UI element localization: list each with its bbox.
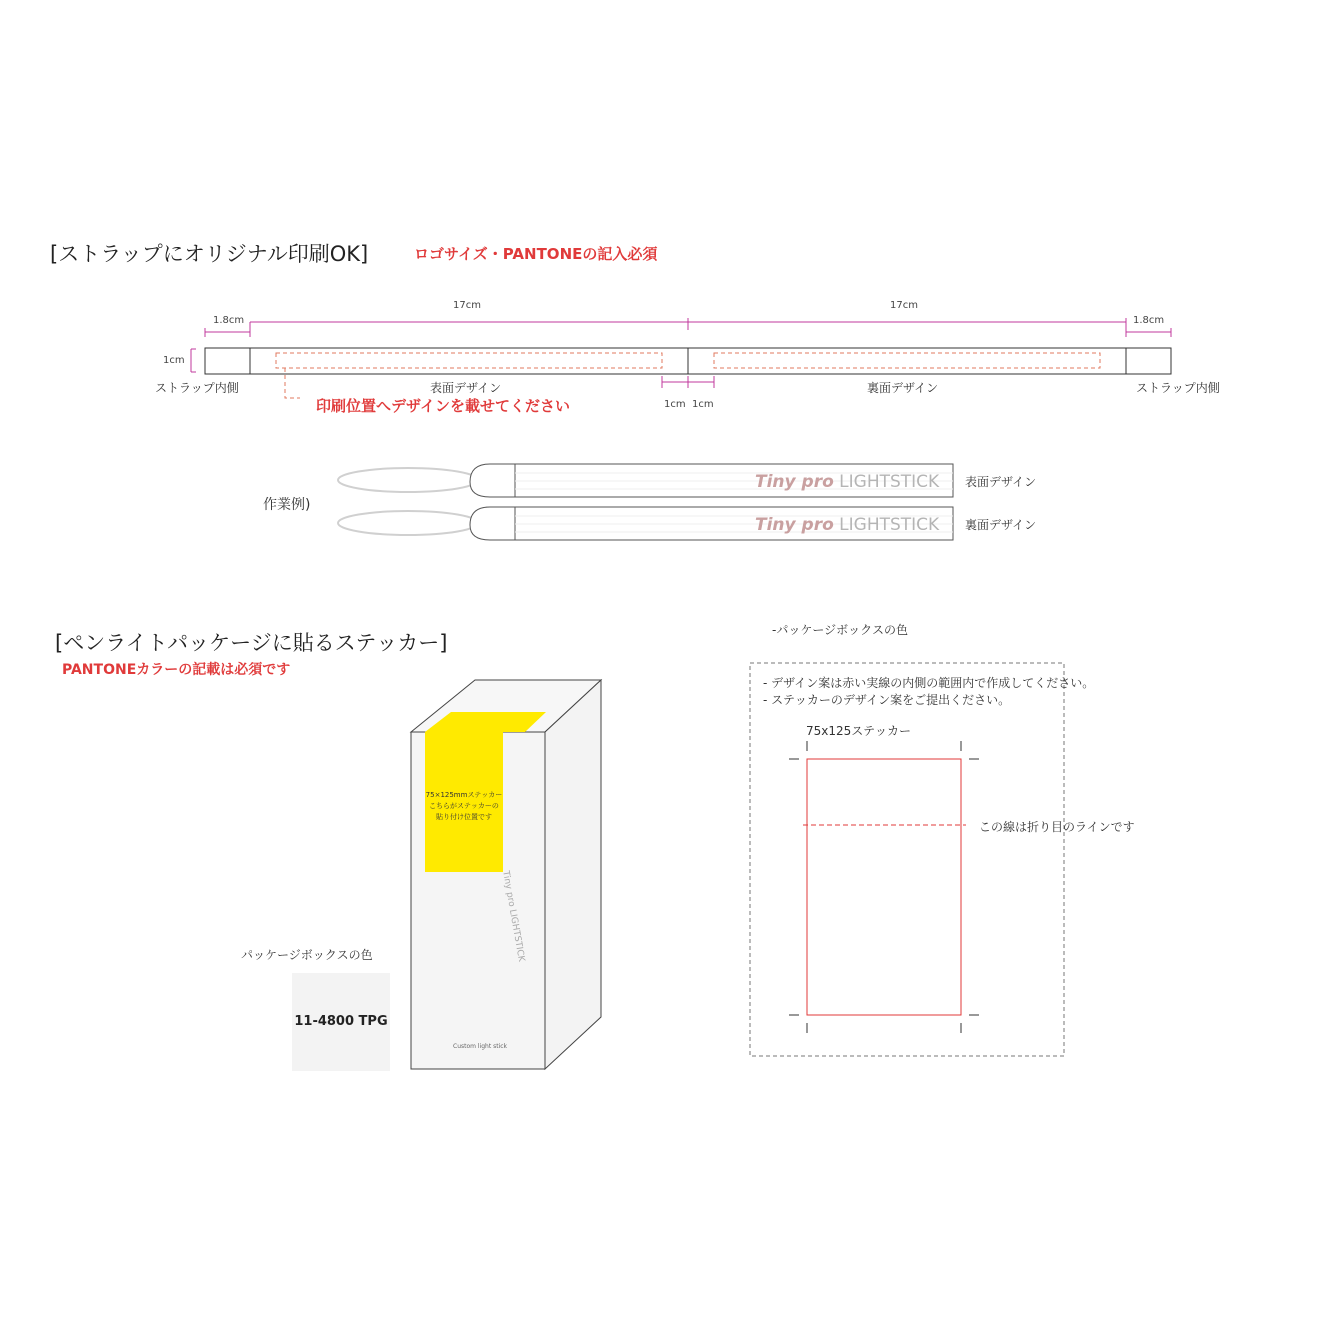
- label-inner-left: ストラップ内側: [155, 381, 239, 395]
- example-label: 作業例): [263, 497, 311, 513]
- label-inner-right: ストラップ内側: [1136, 381, 1220, 395]
- label-back-design: 裏面デザイン: [867, 381, 939, 395]
- box-side-text: Tiny pro LIGHTSTICK: [500, 870, 527, 963]
- dim-left-label: 1.8cm: [213, 315, 245, 326]
- sticker-template-diagram: [740, 655, 1080, 1075]
- strap-example-illustration: [330, 455, 1030, 555]
- dim-front-label: 17cm: [453, 300, 481, 311]
- dim-height-label: 1cm: [163, 355, 185, 366]
- sticker-size-label: 75x125ステッカー: [806, 724, 912, 738]
- strap-flat-diagram: [0, 0, 1331, 420]
- template-instruction-1: - デザイン案は赤い実線の内側の範囲内で作成してください。: [763, 676, 1095, 690]
- box-sticker-text: [425, 790, 503, 823]
- label-front-design: 表面デザイン: [430, 381, 502, 395]
- print-position-note: 印刷位置へデザインを載せてください: [316, 397, 570, 415]
- logo-bold-front: Tiny pro: [755, 472, 834, 492]
- box-sticker-line1: 75×125mmステッカー: [425, 791, 503, 799]
- logo-bold-back: Tiny pro: [755, 515, 834, 535]
- example-logo-front: [755, 472, 939, 492]
- sticker-section-title: [ペンライトパッケージに貼るステッカー]: [55, 631, 448, 655]
- logo-light-front: LIGHTSTICK: [839, 472, 940, 492]
- box-sticker-line3: 貼り付け位置です: [436, 813, 492, 821]
- strap-section-title: [ストラップにオリジナル印刷OK]: [50, 242, 369, 266]
- gap-left-label: 1cm: [664, 399, 686, 410]
- swatch-code: 11-4800 TPG: [294, 1014, 388, 1029]
- strap-section-note: ロゴサイズ・PANTONEの記入必須: [414, 245, 658, 263]
- example-back-label: 裏面デザイン: [965, 518, 1037, 532]
- swatch-title: パッケージボックスの色: [241, 948, 373, 962]
- dim-back-label: 17cm: [890, 300, 918, 311]
- gap-right-label: 1cm: [692, 399, 714, 410]
- strap-body: [205, 348, 1171, 374]
- template-instruction-2: - ステッカーのデザイン案をご提出ください。: [763, 693, 1011, 707]
- box-sticker-line2: こちらがステッカーの: [429, 802, 499, 810]
- dim-right-label: 1.8cm: [1133, 315, 1165, 326]
- example-logo-back: [755, 515, 939, 535]
- box-bottom-text: Custom light stick: [453, 1043, 508, 1050]
- template-top-label: -パッケージボックスの色: [772, 623, 908, 637]
- fold-line-note: この線は折り目のラインです: [979, 820, 1135, 834]
- sticker-section-note: PANTONEカラーの記載は必須です: [62, 662, 291, 678]
- example-front-label: 表面デザイン: [965, 475, 1037, 489]
- logo-light-back: LIGHTSTICK: [839, 515, 940, 535]
